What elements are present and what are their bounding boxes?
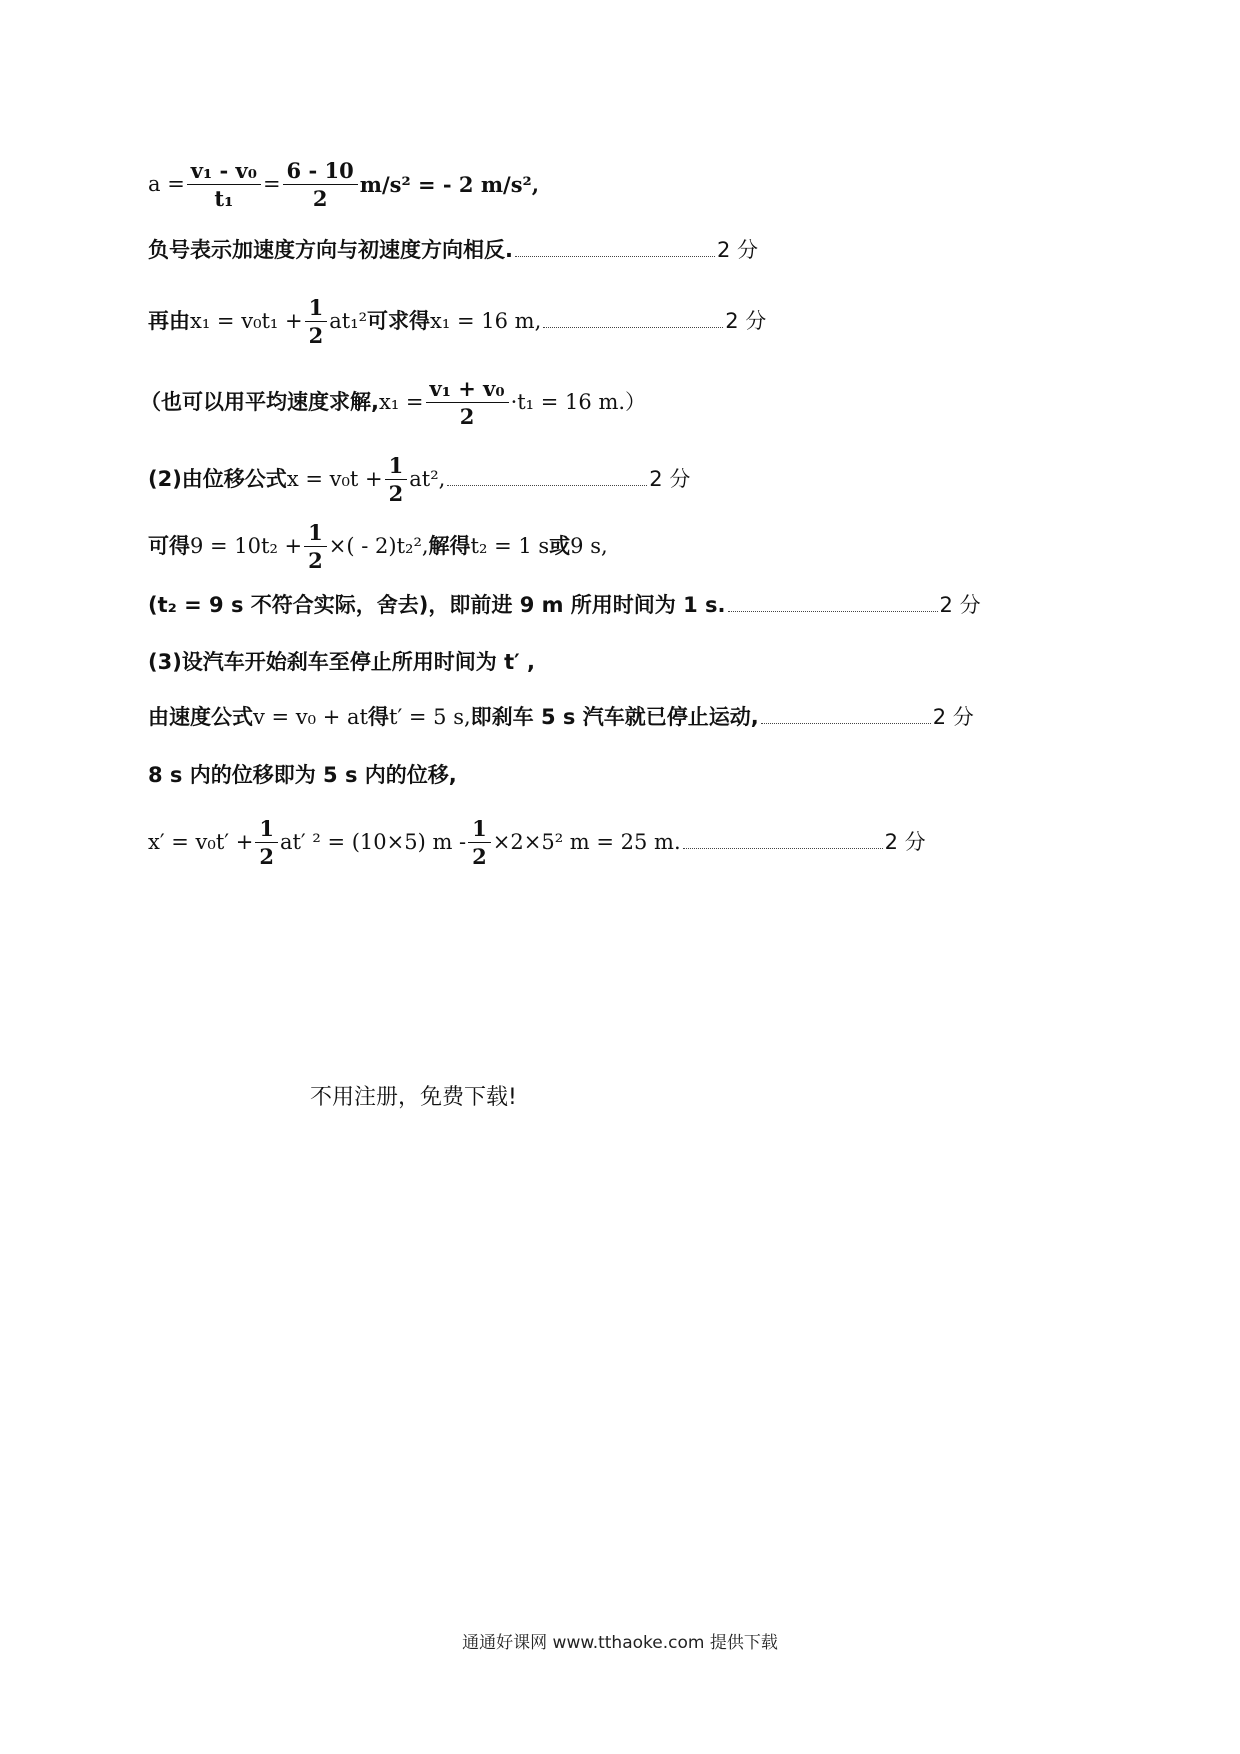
formula-part: ×( - 2)t₂², bbox=[328, 534, 429, 558]
formula-part: x = v₀t + bbox=[286, 467, 383, 491]
score-label: 2 分 bbox=[716, 238, 759, 262]
part2-conclusion-line bbox=[148, 595, 981, 616]
part3-intro-line bbox=[148, 652, 535, 673]
formula-part: 9 = 10t₂ + bbox=[190, 534, 303, 558]
sign-explanation-text: 负号表示加速度方向与初速度方向相反. bbox=[148, 238, 513, 262]
formula-part: at′ ² = (10×5) m - bbox=[279, 830, 467, 854]
half-fraction bbox=[307, 297, 326, 346]
score-label: 2 分 bbox=[939, 593, 981, 617]
result-part: t₂ = 1 s bbox=[470, 534, 550, 558]
result-part: 9 s, bbox=[570, 534, 608, 558]
or-text: 或 bbox=[549, 534, 571, 558]
half-fraction bbox=[257, 818, 276, 867]
prefix-text: 可得 bbox=[148, 534, 190, 558]
score-leader-dots bbox=[447, 485, 647, 486]
displacement-note-line bbox=[148, 765, 457, 786]
velocity-change-fraction bbox=[189, 160, 259, 209]
score-leader-dots bbox=[728, 611, 938, 612]
average-velocity-note bbox=[140, 378, 646, 427]
equals-sign: = bbox=[262, 172, 281, 196]
fraction-denominator: 2 bbox=[283, 184, 358, 209]
fraction-denominator: 2 bbox=[305, 321, 328, 346]
score-label: 2 分 bbox=[649, 467, 691, 491]
acceleration-result: m/s² = - 2 m/s², bbox=[359, 172, 540, 197]
fraction-numerator: v₁ - v₀ bbox=[190, 158, 257, 183]
mid-text: 解得 bbox=[428, 534, 471, 558]
displacement-note-text: 8 s 内的位移即为 5 s 内的位移, bbox=[148, 763, 457, 787]
part2-formula-line bbox=[148, 455, 690, 504]
fraction-numerator: 1 bbox=[388, 453, 404, 478]
formula-part: x₁ = bbox=[378, 390, 424, 414]
fraction-numerator: 1 bbox=[308, 520, 323, 545]
score-leader-dots bbox=[683, 848, 883, 849]
part2-solve-line bbox=[148, 522, 608, 571]
prefix-text: (2)由位移公式 bbox=[148, 467, 287, 491]
footer-credit: 通通好课网 www.tthaoke.com 提供下载 bbox=[462, 1633, 778, 1653]
score-label: 2 分 bbox=[932, 705, 974, 729]
mid-text: 可求得 bbox=[367, 309, 431, 333]
fraction-numerator: 1 bbox=[308, 295, 324, 320]
score-label: 2 分 bbox=[884, 830, 926, 854]
final-displacement-line bbox=[148, 818, 926, 867]
half-fraction bbox=[306, 522, 325, 571]
acceleration-lhs: a = bbox=[148, 172, 185, 196]
score-label: 2 分 bbox=[725, 309, 767, 333]
fraction-numerator: 1 bbox=[259, 816, 274, 841]
result-part: ×2×5² m = 25 m. bbox=[492, 830, 681, 854]
post-text: 即刹车 5 s 汽车就已停止运动, bbox=[470, 705, 759, 729]
conclusion-text: (t₂ = 9 s 不符合实际，舍去)，即前进 9 m 所用时间为 1 s. bbox=[148, 593, 726, 617]
score-leader-dots bbox=[761, 723, 931, 724]
half-fraction bbox=[470, 818, 489, 867]
note-prefix: （也可以用平均速度求解, bbox=[140, 390, 379, 414]
fraction-denominator: 2 bbox=[385, 479, 408, 504]
mid-text: 得 bbox=[368, 705, 389, 729]
prefix-text: 再由 bbox=[148, 309, 190, 333]
free-download-notice: 不用注册，免费下载! bbox=[310, 1085, 517, 1110]
formula-part: ·t₁ = 16 m.） bbox=[510, 390, 647, 414]
sign-explanation-line bbox=[148, 240, 758, 261]
displacement-formula-line bbox=[148, 297, 766, 346]
fraction-numerator: v₁ + v₀ bbox=[429, 376, 505, 401]
average-velocity-fraction bbox=[428, 378, 507, 427]
fraction-denominator: 2 bbox=[255, 842, 278, 867]
fraction-denominator: 2 bbox=[426, 402, 509, 427]
fraction-denominator: 2 bbox=[304, 546, 327, 571]
formula-part: at², bbox=[409, 467, 446, 491]
score-leader-dots bbox=[543, 327, 723, 328]
prefix-text: 由速度公式 bbox=[148, 705, 253, 729]
acceleration-equation bbox=[148, 160, 539, 209]
numeric-fraction bbox=[285, 160, 356, 209]
result-part: t′ = 5 s, bbox=[389, 705, 471, 729]
formula-part: x₁ = v₀t₁ + bbox=[190, 309, 303, 333]
result-part: x₁ = 16 m, bbox=[430, 309, 542, 333]
formula-part: x′ = v₀t′ + bbox=[148, 830, 254, 854]
fraction-denominator: t₁ bbox=[187, 184, 261, 209]
half-fraction bbox=[387, 455, 406, 504]
score-leader-dots bbox=[515, 256, 715, 257]
fraction-numerator: 6 - 10 bbox=[286, 158, 354, 183]
velocity-formula-line bbox=[148, 707, 974, 728]
fraction-numerator: 1 bbox=[472, 816, 487, 841]
part3-intro-text: (3)设汽车开始刹车至停止所用时间为 t′ , bbox=[148, 650, 535, 674]
formula-part: v = v₀ + at bbox=[253, 705, 368, 729]
fraction-denominator: 2 bbox=[468, 842, 491, 867]
formula-part: at₁² bbox=[329, 309, 368, 333]
